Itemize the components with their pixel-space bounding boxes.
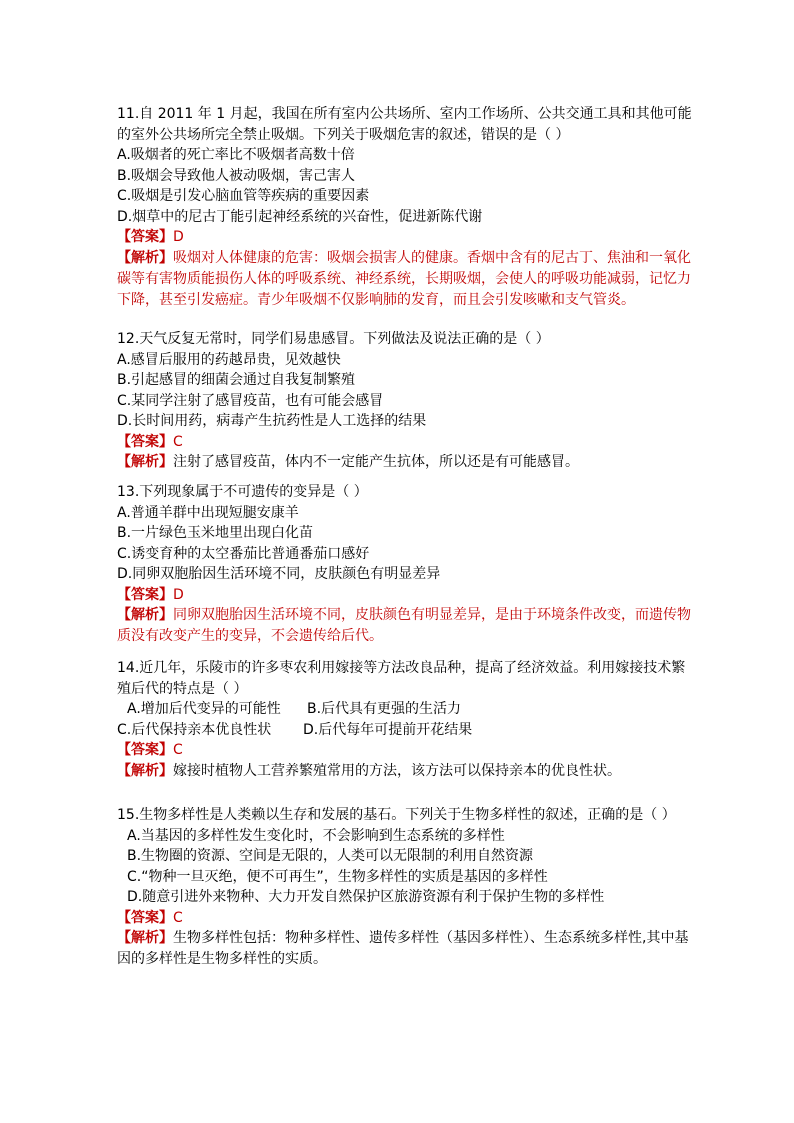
answer-label: 【答案】 [117, 909, 173, 926]
explanation-text: 注射了感冒疫苗，体内不一定能产生抗体，所以还是有可能感冒。 [173, 454, 579, 470]
question-stem: 12.天气反复无常时，同学们易患感冒。下列做法及说法正确的是（ ） [117, 331, 550, 347]
question-11 [117, 104, 697, 311]
explanation-row [117, 248, 697, 311]
option-d: D.烟草中的尼古丁能引起神经系统的兴奋性，促进新陈代谢 [117, 208, 483, 225]
option-a: A.普通羊群中出现短腿安康羊 [117, 504, 299, 521]
explanation-text: 生物多样性包括：物种多样性、遗传多样性（基因多样性）、生态系统多样性,其中基因的多样性是生物多样性的实质。 [117, 930, 689, 967]
explanation-row [117, 605, 697, 647]
explanation-label: 【解析】 [117, 607, 173, 623]
option-b: B.吸烟会导致他人被动吸烟，害己害人 [117, 167, 356, 184]
explanation-text: 同卵双胞胎因生活环境不同，皮肤颜色有明显差异，是由于环境条件改变，而遗传物质没有改变产生的变异，不会遗传给后代。 [117, 607, 691, 644]
option-b: B.后代具有更强的生活力 [307, 701, 462, 717]
question-stem: 13.下列现象属于不可遗传的变异是（ ） [117, 484, 368, 500]
answer-row [117, 227, 697, 248]
question-14 [117, 658, 697, 782]
answer-value: C [173, 742, 183, 758]
option-a: A.吸烟者的死亡率比不吸烟者高数十倍 [117, 147, 355, 163]
question-stem: 11.自 2011 年 1 月起，我国在所有室内公共场所、室内工作场所、公共交通工具和其他可能的室外公共场所完全禁止吸烟。下列关于吸烟危害的叙述，错误的是（ ） [117, 106, 692, 143]
option-c: C.“物种一旦灭绝，便不可再生”，生物多样性的实质是基因的多样性 [127, 868, 548, 885]
option-a: A.增加后代变异的可能性 [127, 701, 281, 717]
answer-label: 【答案】 [117, 586, 173, 603]
answer-label: 【答案】 [117, 742, 173, 758]
explanation-label: 【解析】 [117, 762, 173, 779]
explanation-row [117, 761, 697, 782]
option-d: D.长时间用药，病毒产生抗药性是人工选择的结果 [117, 413, 427, 429]
explanation-label: 【解析】 [117, 249, 173, 266]
option-row-1 [117, 699, 697, 720]
option-a: A.当基因的多样性发生变化时，不会影响到生态系统的多样性 [127, 827, 505, 844]
option-d: D.同卵双胞胎因生活环境不同，皮肤颜色有明显差异 [117, 566, 441, 582]
explanation-row [117, 452, 697, 473]
explanation-label: 【解析】 [117, 930, 173, 946]
option-b: B.引起感冒的细菌会通过自我复制繁殖 [117, 372, 356, 388]
option-d: D.随意引进外来物种、大力开发自然保护区旅游资源有利于保护生物的多样性 [127, 889, 605, 905]
answer-value: C [173, 909, 183, 926]
question-15 [117, 805, 697, 970]
answer-row [117, 585, 697, 606]
option-a: A.感冒后服用的药越昂贵，见效越快 [117, 351, 341, 368]
answer-row [117, 740, 697, 761]
question-stem: 15.生物多样性是人类赖以生存和发展的基石。下列关于生物多样性的叙述，正确的是（ ） [117, 807, 676, 823]
explanation-text: 吸烟对人体健康的危害：吸烟会损害人的健康。香烟中含有的尼古丁、焦油和一氧化碳等有害物质能损伤人体的呼吸系统、神经系统，长期吸烟，会使人的呼吸功能减弱，记忆力下降，甚至引发癌症。青少年吸烟不仅影响肺的发育，而且会引发咳嗽和支气管炎。 [117, 249, 691, 308]
option-d: D.后代每年可提前开花结果 [303, 721, 473, 738]
option-c: C.诱变育种的太空番茄比普通番茄口感好 [117, 545, 370, 562]
answer-row [117, 432, 697, 453]
explanation-row [117, 928, 697, 970]
answer-row [117, 908, 697, 929]
option-c: C.某同学注射了感冒疫苗，也有可能会感冒 [117, 392, 384, 409]
option-b: B.生物圈的资源、空间是无限的，人类可以无限制的利用自然资源 [127, 848, 534, 864]
answer-label: 【答案】 [117, 433, 173, 450]
question-13 [117, 482, 697, 647]
option-b: B.一片绿色玉米地里出现白化苗 [117, 525, 314, 541]
option-row-2 [117, 720, 697, 741]
answer-value: D [173, 586, 184, 603]
answer-value: C [173, 433, 183, 450]
option-c: C.吸烟是引发心脑血管等疾病的重要因素 [117, 188, 370, 204]
question-12 [117, 329, 697, 473]
option-c: C.后代保持亲本优良性状 [117, 721, 272, 738]
answer-value: D [173, 229, 184, 245]
question-stem: 14.近几年，乐陵市的许多枣农利用嫁接等方法改良品种，提高了经济效益。利用嫁接技术繁殖后代的特点是（ ） [117, 660, 686, 697]
answer-label: 【答案】 [117, 229, 173, 245]
explanation-label: 【解析】 [117, 454, 173, 470]
explanation-text: 嫁接时植物人工营养繁殖常用的方法，该方法可以保持亲本的优良性状。 [173, 762, 621, 779]
